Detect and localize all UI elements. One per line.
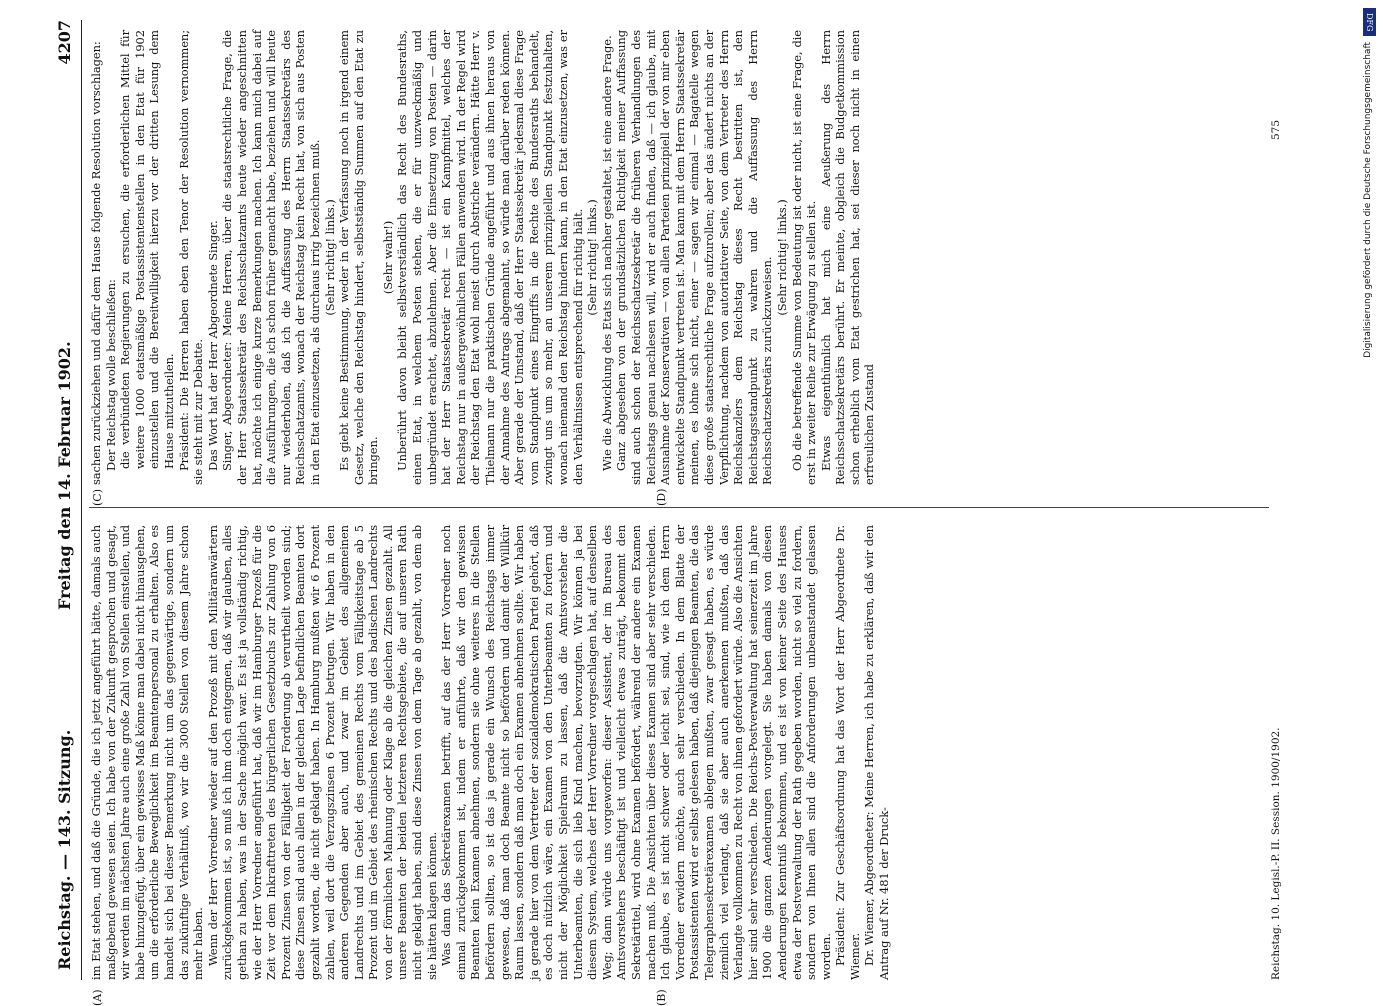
paragraph: Präsident: Zur Geschäftsordnung hat das Wort der Herr Abgeordnete Dr. Wiemer. bbox=[833, 525, 862, 980]
interjection: (Sehr richtig! links.) bbox=[774, 199, 789, 316]
right-column bbox=[89, 30, 877, 485]
page-header bbox=[55, 20, 79, 980]
interjection: (Sehr richtig! links.) bbox=[322, 199, 337, 316]
interjection: (Sehr richtig! links.) bbox=[585, 199, 600, 316]
paragraph: Das Wort hat der Herr Abgeordnete Singer. bbox=[205, 220, 220, 471]
paragraph: Dr. Wiemer, Abgeordneter: Meine Herren, ich habe zu erklären, daß wir den Antrag auf Nr. 481 der Druck- bbox=[862, 525, 892, 980]
page-number: 4207 bbox=[55, 20, 74, 65]
footer-page: 575 bbox=[1270, 119, 1282, 140]
dfg-logo: DFG bbox=[1363, 8, 1376, 36]
margin-c: (C) bbox=[91, 489, 104, 506]
funding-note: Digitalisierung gefördert durch die Deutsche Forschungsgemeinschaft bbox=[1363, 42, 1373, 358]
interjection: (Sehr wahr!) bbox=[380, 220, 395, 295]
paragraph: sachen zurückziehen und dafür dem Hause folgende Resolution vorschlagen: bbox=[89, 41, 103, 485]
funding-sidebar bbox=[1363, 8, 1377, 998]
paragraph: Wie die Abwicklung des Etats sich nachher gestaltet, ist eine andere Frage. bbox=[599, 35, 614, 471]
margin-b: (B) bbox=[655, 989, 668, 1006]
margin-d: (D) bbox=[655, 488, 668, 506]
paragraph: Es giebt keine Bestimmung, weder in der Verfassung noch in irgend einem Gesetz, welche den Reichstag hindert, selbstständig Summen auf den Etat zu bringen. bbox=[337, 30, 381, 485]
paragraph: Ob die betreffende Summe von Bedeutung ist oder nicht, ist eine Frage, die erst in zweiter Reihe zur Erwägung zu stellen ist. bbox=[789, 30, 819, 485]
margin-a: (A) bbox=[91, 989, 104, 1006]
resolution-text: die verbündeten Regierungen zu ersuchen, die erforderlichen Mittel für weitere 1000 etatsmäßige Postassistentenstellen in den Etat für 1902 einzustellen und die Bereitwilligkeit hierzu vor der dritten Lesung dem Hause mitzutheilen. bbox=[118, 30, 176, 469]
left-column bbox=[89, 525, 892, 980]
header-left: Reichstag. — 143. Sitzung. bbox=[55, 729, 74, 970]
paragraph: im Etat stehen, und daß die Gründe, die ich jetzt angeführt hätte, damals auch maßgebend gewesen seien. Ich habe von der Zukunft gesprochen und gesagt, wir werden im nächsten Jahre auch eine große Zahl von Stellen einstellen, und habe hinzugefügt, über ein gewisses Maß könne man dabei nicht hinausgehen, um die erforderliche Beweglichkeit im Beamtenpersonal zu erhalten. Also es handelt sich bei dieser Bemerkung nicht um das gegenwärtige, sondern um das zukünftige Verhältniß, wo wir die 3000 Stellen von diesem Jahre schon mehr haben. bbox=[89, 525, 206, 980]
paragraph: Ganz abgesehen von der grundsätzlichen Richtigkeit meiner Auffassung sind auch schon der Reichsschatzsekretär die früheren Verhandlungen des Reichstags genau nachlesen will, wird er auch finden, daß — ich glaube, mit Ausnahme der Konservativen — von allen Parteien prinzipiell der von mir eben entwickelte Standpunkt vertreten ist. Man kann mit dem Herrn Staatssekretär meinen, es lohne sich nicht, einer — sagen wir einmal — Bagatelle wegen diese große staatsrechtliche Frage aufzurollen; aber das ändert nichts an der Verpflichtung, nachdem von autoritativer Seite, von dem Vertreter des Herrn Reichskanzlers dem Reichstag dieses Recht bestritten ist, den Reichstagsstandpunkt zu wahren und die Auffassung des Herrn Reichsschatzsekretärs zurückzuweisen. bbox=[614, 30, 775, 485]
paragraph: Singer, Abgeordneter: Meine Herren, über die staatsrechtliche Frage, die der Herr Staatssekretär des Reichsschatzamts heute wieder angeschnitten hat, möchte ich einige kurze Bemerkungen machen. Ich kann mich dabei auf die Ausführungen, die ich schon früher gemacht habe, beziehen und will heute nur wiederholen, daß ich die Auffassung des Herrn Staatssekretärs des Reichsschatzamts, wonach der Reichstag kein Recht hat, von sich aus Posten in den Etat einzusetzen, als durchaus irrig bezeichnen muß. bbox=[220, 30, 322, 485]
paragraph: Wenn der Herr Vorredner wieder auf den Prozeß mit den Militäranwärtern zurückgekommen ist, so muß ich ihm doch entgegnen, daß wir glauben, alles gethan zu haben, was in der Sache möglich war. Es ist ja vollständig richtig, wie der Herr Vorredner angeführt hat, daß wir im Hamburger Prozeß für die Zeit vor dem Inkrafttreten des bürgerlichen Gesetzbuchs zur Zahlung von 6 Prozent Zinsen von der Fälligkeit der Forderung ab verurtheilt worden sind; diese Zinsen sind auch allen in der gleichen Lage befindlichen Beamten dort gezahlt worden, die nicht geklagt haben. In Hamburg mußten wir 6 Prozent zahlen, weil dort die Verzugszinsen 6 Prozent betrugen. Wir haben in den anderen Gegenden aber auch, und zwar im Gebiet des allgemeinen Landrechts und im Gebiet des gemeinen Rechts vom Fälligkeitstage ab 5 Prozent und im Gebiet des rheinischen Rechts und des badischen Landrechts von der förmlichen Mahnung oder Klage ab die gleichen Zinsen gezahlt. All unsere Beamten der beiden letzteren Rechtsgebiete, die auf unseren Rath nicht geklagt haben, sind diese Zinsen von dem Tage ab gezahlt, von dem ab sie hätten klagen können. bbox=[205, 525, 439, 980]
paragraph: Präsident: Die Herren haben eben den Tenor der Resolution vernommen; sie steht mit zur Debatte. bbox=[176, 30, 206, 485]
paragraph: Der Reichstag wolle beschließen: bbox=[103, 279, 118, 471]
paragraph: Was dann das Sekretärexamen betrifft, auf das der Herr Vorredner noch einmal zurückgekommen ist, indem er anführte, daß wir den gewissen Beamten kein Examen abnehmen, sondern sie ohne weiteres in die Stellen befördern sollten, so ist das ja gerade ein Wunsch des Reichstags immer gewesen, daß man doch Beamte nicht so befördern und damit der Willkür Raum lassen, sondern daß man doch ein Examen abnehmen sollte. Wir haben ja gerade hier von dem Vertreter der sozialdemokratischen Partei gehört, daß es doch nützlich wäre, ein Examen von den Unterbeamten zu fordern und nicht der Möglichkeit Spielraum zu lassen, daß die Amtsvorsteher die Unterbeamten, die sich lieb Kind machen, bevorzugten. Wir können ja bei diesem System, welches der Herr Vorredner vorgeschlagen hat, auf denselben Weg; dann würde uns vorgeworfen: dieser Assistent, der im Bureau des Amtsvorstehers beschäftigt ist und vielleicht etwas zuträgt, bekommt den Sekretärtitel, wird ohne Examen befördert, während der andere ein Examen machen muß. Die Ansichten über dieses Examen sind aber sehr verschieden. Ich glaube, es ist nicht schwer oder leicht sei, sind, wie ich dem Herrn Vorredner erwidern möchte, auch sehr verschieden. In dem Blatte der Postassistenten wird er selbst gelesen haben, daß diejenigen Beamten, die das Telegraphensekretärexamen ablegen mußten, zwar gesagt haben, es würde ziemlich viel verlangt, daß sie aber auch anerkennen mußten, daß das Verlangte vollkommen zu Recht von ihnen gefordert würde. Also die Ansichten hier sind sehr verschieden. Die Reichs-Postverwaltung hat seinerzeit im Jahre 1900 die ganzen Aenderungen vorgelegt. Sie haben damals von diesen Aenderungen Kenntniß bekommen, und es ist von keiner Seite des Hauses etwa der Postverwaltung der Rath gegeben worden, nicht so viel zu fordern, sondern von Ihnen allen sind die Anforderungen unbeanstandet gelassen worden. bbox=[439, 525, 833, 980]
rotated-page bbox=[55, 20, 1355, 1006]
header-date: Freitag den 14. Februar 1902. bbox=[55, 341, 74, 610]
column-divider bbox=[89, 507, 1269, 508]
header-rule bbox=[81, 20, 82, 980]
footer-source: Reichstag. 10. Legisl.-P. II. Session. 1900/1902. bbox=[1270, 727, 1282, 980]
paragraph: Unberührt davon bleibt selbstverständlich das Recht des Bundesraths, einen Etat, in welchem Posten stehen, die er für unzweckmäßig und unbegründet erachtet, abzulehnen. Aber die Einsetzung von Posten — darin hat der Herr Staatssekretär recht — ist ein Kampfmittel, welches der Reichstag nur in außergewöhnlichen Fällen anwenden wird. In der Regel wird der Reichstag den Etat wohl meist durch Abstriche verändern. Hätte Herr v. Thielmann nur die praktischen Gründe angeführt und aus ihnen heraus von der Annahme des Antrags abgemahnt, so würde man darüber reden können. Aber gerade der Umstand, daß der Herr Staatssekretär jedesmal diese Frage vom Standpunkt eines Eingriffs in die Rechte des Bundesraths behandelt, zwingt uns um so mehr, an unserem prinzipiellen Standpunkt festzuhalten, wonach niemand den Reichstag hindern kann, in den Etat einzusetzen, was er den Verhältnissen entsprechend für richtig hält. bbox=[395, 30, 585, 485]
page-footer bbox=[1270, 20, 1282, 980]
paragraph: Etwas eigenthümlich hat mich eine Aeußerung des Herrn Reichsschatzsekretärs berührt. Er meinte, obgleich die Budgetkommission schon erheblich vom Etat gestrichen hat, sei dieser noch nicht in einen erfreulichen Zustand bbox=[818, 30, 877, 485]
